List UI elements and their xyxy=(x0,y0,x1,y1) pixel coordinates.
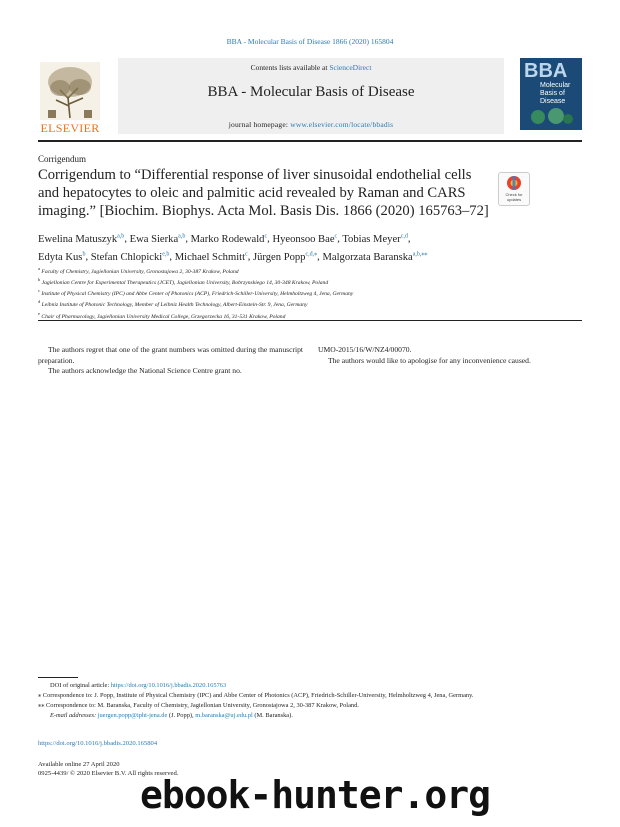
check-for-updates-button[interactable] xyxy=(498,172,530,206)
affiliation: $^d$ Leibniz Institute of Photonic Technology, Member of Leibniz Health Technology, Albert-Einstein-Str. 9, Jena, Germany xyxy=(38,299,308,309)
homepage-link[interactable]: www.elsevier.com/locate/bbadis xyxy=(290,120,394,129)
article-doi xyxy=(38,740,157,747)
body-paragraph: The authors acknowledge the National Science Centre grant no. xyxy=(48,366,242,376)
email-footnote: E-mail addresses: juergen.popp@ipht-jena.de (J. Popp), m.baranska@uj.edu.pl (M. Baranska). xyxy=(50,711,293,719)
email-baranska-link[interactable]: m.baranska@uj.edu.pl xyxy=(195,711,253,719)
sciencedirect-link[interactable]: ScienceDirect xyxy=(329,63,372,72)
journal-cover xyxy=(520,58,582,130)
author[interactable]: Michael Schmitt$^c$ xyxy=(174,251,248,263)
author-list: Ewelina Matuszyk$^{a,b}$, Ewa Sierka$^{a,b}$, Marko Rodewald$^c$, Hyeonsoo Bae$^c$, Tobias Meyer$^{c,d}$, Edyta Kus$^b$, Stefan Chlopicki$^{e,b}$, Michael Schmitt$^c$, Jürgen Popp$^{c,d,⁎}$, Malgorzata Baranska$^{a,b,⁎⁎}$ xyxy=(38,233,428,263)
body-column-left xyxy=(38,345,303,377)
original-doi-link[interactable]: https://doi.org/10.1016/j.bbadis.2020.165763 xyxy=(110,682,227,689)
article-type: Corrigendum xyxy=(38,154,86,164)
author[interactable]: Hyeonsoo Bae$^c$ xyxy=(272,233,338,245)
crossmark-line-2: updates xyxy=(506,197,522,202)
author[interactable]: Tobias Meyer$^{c,d}$ xyxy=(342,233,408,245)
author[interactable]: Ewelina Matuszyk$^{a,b}$ xyxy=(38,233,125,245)
watermark: ebook-hunter.org xyxy=(140,773,491,817)
crossmark-line-1: Check for xyxy=(505,192,523,197)
homepage-line xyxy=(118,120,504,129)
cover-line-1: Molecular xyxy=(540,82,571,89)
author[interactable]: Stefan Chlopicki$^{e,b}$ xyxy=(90,251,170,263)
body-paragraph: The authors would like to apologise for any inconvenience caused. xyxy=(328,355,531,365)
contents-line xyxy=(118,63,504,72)
header-rule xyxy=(38,140,582,142)
doi-footnote: DOI of original article: https://doi.org/10.1016/j.bbadis.2020.165763 xyxy=(50,682,227,689)
available-online: Available online 27 April 2020 xyxy=(38,761,120,768)
affiliation: $^b$ Jagiellonian Centre for Experimental Therapeutics (JCET), Jagiellonian University, Bobrzynskiego 14, 30-348 Krakow, Poland xyxy=(38,277,329,287)
author[interactable]: Ewa Sierka$^{a,b}$ xyxy=(129,233,186,245)
cover-image-icon xyxy=(526,106,576,128)
homepage-prefix: journal homepage: xyxy=(228,120,291,129)
affiliation: $^a$ Faculty of Chemistry, Jagiellonian University, Gronostajowa 2, 30-387 Krakow, Poland xyxy=(38,266,239,275)
cover-subtitle xyxy=(540,82,570,106)
cover-line-2: Basis of xyxy=(540,90,565,97)
journal-reference-text[interactable]: BBA - Molecular Basis of Disease 1866 (2020) 165804 xyxy=(226,37,394,46)
article-doi-link[interactable]: https://doi.org/10.1016/j.bbadis.2020.165804 xyxy=(38,740,158,747)
affiliations xyxy=(38,265,578,321)
author[interactable]: Malgorzata Baranska$^{a,b,⁎⁎}$ xyxy=(322,251,428,263)
footnotes xyxy=(38,681,582,720)
cover-line-3: Disease xyxy=(540,98,566,105)
journal-name: BBA - Molecular Basis of Disease xyxy=(207,84,415,100)
contents-prefix: Contents lists available at xyxy=(250,63,330,72)
email-popp-link[interactable]: juergen.popp@ipht-jena.de xyxy=(97,711,168,719)
crossmark-label xyxy=(499,192,529,202)
body-column-right xyxy=(318,345,582,366)
copyright: 0925-4439/ © 2020 Elsevier B.V. All rights reserved. xyxy=(38,770,179,778)
journal-header-box xyxy=(118,58,504,134)
correspondence-footnote-2: ⁎⁎ Correspondence to: M. Baranska, Faculty of Chemistry, Jagiellonian University, Gronostajowa 2, 30-387 Krakow, Poland. xyxy=(38,702,359,710)
affiliation: $^e$ Chair of Pharmacology, Jagiellonian University Medical College, Grzegorzecka 16, 31-531 Krakow, Poland xyxy=(38,310,286,320)
publisher-logo-text: ELSEVIER xyxy=(40,121,100,135)
affiliation: $^c$ Institute of Physical Chemistry (IPC) and Abbe Center of Photonics (ACP), Friedrich-Schiller-University, Helmholtzweg 4, Jena, Germany xyxy=(38,288,354,298)
section-rule xyxy=(38,320,582,321)
crossmark-icon xyxy=(506,175,522,191)
article-title: Corrigendum to “Differential response of liver sinusoidal endothelial cells and hepatocytes to oleic and palmitic acid revealed by Raman and CARS imaging.” [Biochim. Biophys. Acta Mol. Basis Dis. 1866 (2020) 165763–72] xyxy=(38,167,489,219)
footnote-rule xyxy=(38,677,78,678)
body-paragraph: UMO-2015/16/W/NZ4/00070. xyxy=(318,345,412,354)
author[interactable]: Marko Rodewald$^c$ xyxy=(190,233,268,245)
author[interactable]: Jürgen Popp$^{c,d,⁎}$ xyxy=(253,251,318,263)
cover-title: BBA xyxy=(524,60,568,82)
correspondence-footnote-1: ⁎ Correspondence to: J. Popp, Institute of Physical Chemistry (IPC) and Abbe Center of Photonics (ACP), Friedrich-Schiller-University, Helmholtzweg 4, Jena, Germany. xyxy=(38,692,474,700)
author[interactable]: Edyta Kus$^b$ xyxy=(38,251,86,263)
body-paragraph: The authors regret that one of the grant numbers was omitted during the manuscript preparation. xyxy=(38,345,303,365)
journal-reference-header[interactable] xyxy=(0,37,620,46)
publisher-logo xyxy=(38,60,102,134)
